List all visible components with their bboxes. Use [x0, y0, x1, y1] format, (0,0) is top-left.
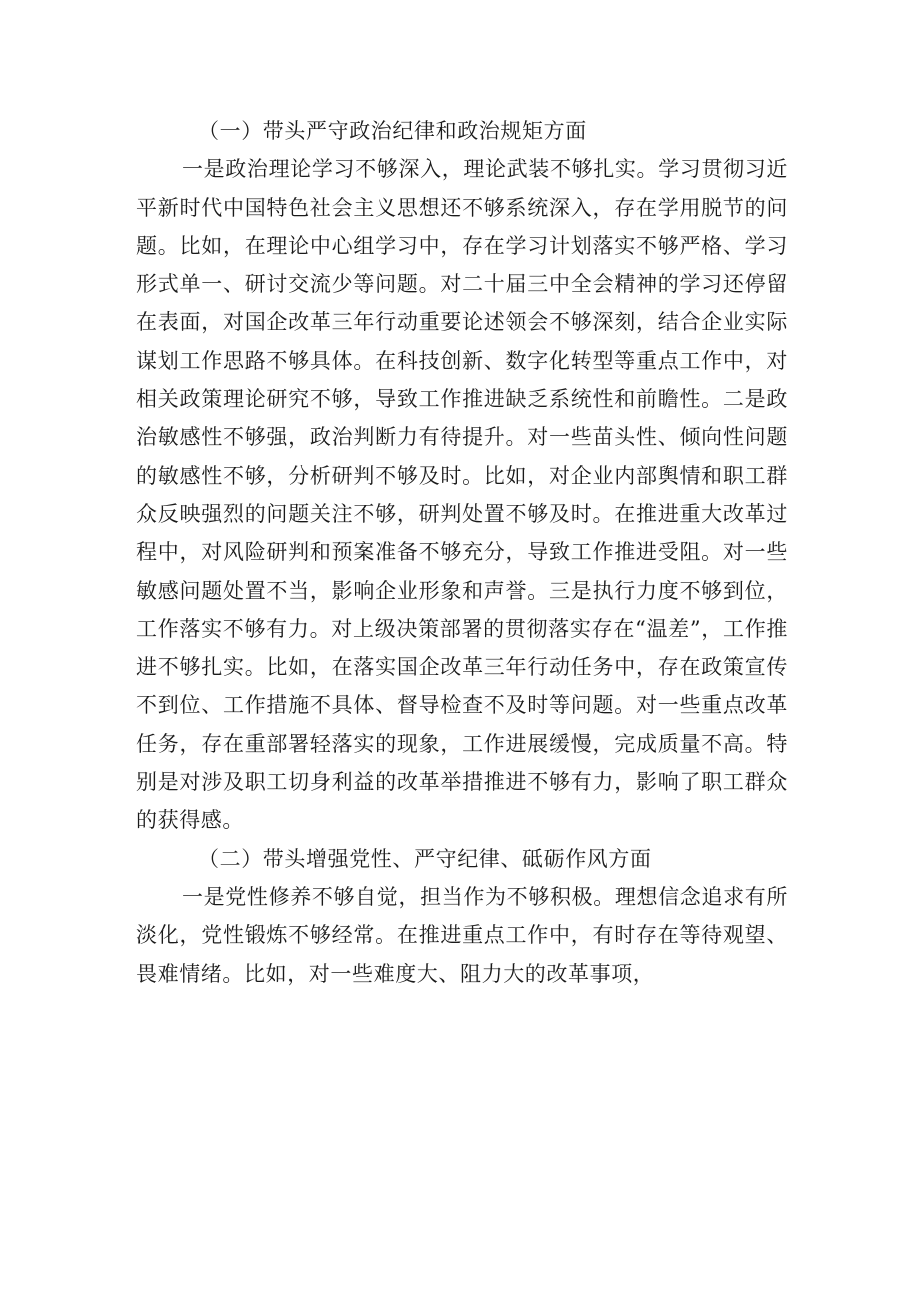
section-heading-2: （二）带头增强党性、严守纪律、砥砺作风方面 [198, 846, 652, 871]
section-paragraph-2: 一是党性修养不够自觉，担当作为不够积极。理想信念追求有所淡化，党性锻炼不够经常。在推进重点工作中，有时存在等待观望、畏难情绪。比如，对一些难度大、阻力大的改革事项， [136, 884, 788, 986]
document-body [136, 112, 788, 993]
section-heading-1: （一）带头严守政治纪律和政治规矩方面 [198, 119, 587, 143]
section-paragraph-1: 一是政治理论学习不够深入，理论武装不够扎实。学习贯彻习近平新时代中国特色社会主义思想还不够系统深入，存在学用脱节的问题。比如，在理论中心组学习中，存在学习计划落实不够严格、学习形式单一、研讨交流少等问题。对二十届三中全会精神的学习还停留在表面，对国企改革三年行动重要论述领会不够深刻，结合企业实际谋划工作思路不够具体。在科技创新、数字化转型等重点工作中，对相关政策理论研究不够，导致工作推进缺乏系统性和前瞻性。二是政治敏感性不够强，政治判断力有待提升。对一些苗头性、倾向性问题的敏感性不够，分析研判不够及时。比如，对企业内部舆情和职工群众反映强烈的问题关注不够，研判处置不够及时。在推进重大改革过程中，对风险研判和预案准备不够充分，导致工作推进受阻。对一些敏感问题处置不当，影响企业形象和声誉。三是执行力度不够到位，工作落实不够有力。对上级决策部署的贯彻落实存在“温差”，工作推进不够扎实。比如，在落实国企改革三年行动任务中，存在政策宣传不到位、工作措施不具体、督导检查不及时等问题。对一些重点改革任务，存在重部署轻落实的现象，工作进展缓慢，完成质量不高。特别是对涉及职工切身利益的改革举措推进不够有力，影响了职工群众的获得感。 [136, 157, 788, 833]
